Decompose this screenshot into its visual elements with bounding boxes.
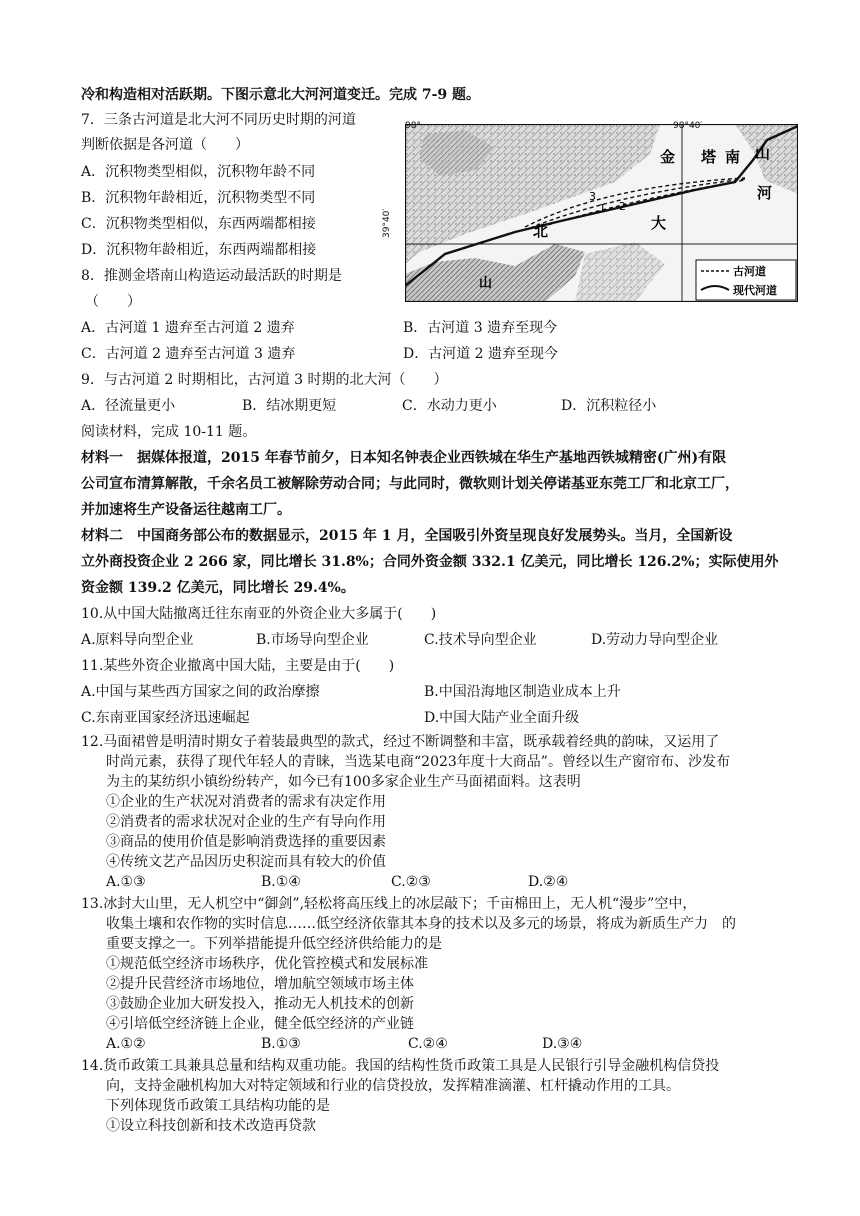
q13-stem-line-1: 13.冰封大山里，无人机空中“御剑”,轻松将高压线上的冰层敲下；千亩棉田上，无人机“漫步”空中，	[81, 896, 697, 912]
map-label-shan-north: 山	[755, 144, 771, 162]
q8-option-c: C．古河道 2 遗弃至古河道 3 遗弃	[81, 346, 296, 362]
q7-option-b: B．沉积物年龄相近，沉积物类型不同	[81, 190, 316, 206]
q9-option-d: D．沉积粒径小	[561, 398, 657, 414]
q13-option-a: A.①②	[106, 1036, 146, 1052]
q10-option-c: C.技术导向型企业	[424, 632, 537, 648]
channel-label-2: 2	[619, 200, 626, 213]
channel-label-3: 3	[589, 190, 596, 203]
q12-statement-1: ①企业的生产状况对消费者的需求有决定作用	[106, 794, 386, 810]
map-label-bei: 北	[533, 222, 549, 240]
q10-option-b: B.市场导向型企业	[256, 632, 369, 648]
q13-option-d: D.③④	[542, 1036, 583, 1052]
q13-statement-1: ①规范低空经济市场秩序，优化管控模式和发展标准	[106, 956, 428, 972]
legend-modern-label: 现代河道	[733, 284, 777, 297]
q8-paren: （ ）	[85, 294, 141, 310]
q11-option-b: B.中国沿海地区制造业成本上升	[424, 684, 621, 700]
q12-stem-line-1: 12.马面裙曾是明清时期女子着装最典型的款式，经过不断调整和丰富，既承载着经典的韵味，又运用了	[81, 734, 720, 750]
q11-option-d: D.中国大陆产业全面升级	[424, 710, 580, 726]
q8-option-a: A．古河道 1 遗弃至古河道 2 遗弃	[81, 320, 295, 336]
q12-statement-2: ②消费者的需求状况对企业的生产有导向作用	[106, 814, 386, 830]
q12-statement-4: ④传统文艺产品因历史积淀而具有较大的价值	[106, 854, 386, 870]
q7-stem: 7．三条古河道是北大河不同历史时期的河道	[81, 112, 356, 128]
q9-stem: 9．与古河道 2 时期相比，古河道 3 时期的北大河（ ）	[81, 372, 448, 388]
q9-option-a: A．径流量更小	[81, 398, 176, 414]
material-two-line-1: 材料二 中国商务部公布的数据显示，2015 年 1 月，全国吸引外资呈现良好发展势头。当月，全国新设	[81, 528, 733, 544]
q11-stem: 11.某些外资企业撤离中国大陆，主要是由于( )	[81, 658, 395, 674]
q14-stem-line-2: 向，支持金融机构加大对特定领域和行业的信贷投放，发挥精准滴灌、杠杆撬动作用的工具。	[106, 1078, 680, 1094]
q12-option-d: D.②④	[528, 874, 569, 890]
material-two-line-2: 立外商投资企业 2 266 家，同比增长 31.8%；合同外资金额 332.1 亿美元，同比增长 126.2%；实际使用外	[81, 554, 779, 570]
reading-instruction: 阅读材料，完成 10-11 题。	[81, 424, 257, 440]
material-one-line-2: 公司宣布清算解散，千余名员工被解除劳动合同；与此同时，微软则计划关停诺基亚东莞工厂和北京工厂，	[81, 476, 739, 492]
q13-stem-line-3: 重要支撑之一。下列举措能提升低空经济供给能力的是	[106, 936, 442, 952]
map-latitude-label: 39°40′	[382, 208, 392, 238]
material-one-line-3: 并加速将生产设备运往越南工厂。	[81, 502, 291, 518]
q14-stem-line-3: 下列体现货币政策工具结构功能的是	[106, 1098, 330, 1114]
q10-option-d: D.劳动力导向型企业	[591, 632, 719, 648]
material-one-line-1: 材料一 据媒体报道，2015 年春节前夕，日本知名钟表企业西铁城在华生产基地西铁城精密(广州)有限	[81, 450, 727, 466]
map-longitude-right: 98°40′	[673, 121, 703, 131]
legend-ancient-label: 古河道	[733, 265, 766, 278]
channel-label-1: 1	[599, 202, 606, 215]
q10-option-a: A.原料导向型企业	[81, 632, 194, 648]
map-longitude-left: 98°	[405, 121, 421, 131]
q7-option-d: D．沉积物年龄相近，东西两端都相接	[81, 242, 317, 258]
material-two-line-3: 资金额 139.2 亿美元，同比增长 29.4%。	[81, 580, 355, 596]
q9-option-c: C．水动力更小	[402, 398, 497, 414]
q14-stem-line-1: 14.货币政策工具兼具总量和结构双重功能。我国的结构性货币政策工具是人民银行引导金融机构信贷投	[81, 1058, 720, 1074]
map-label-jin: 金	[660, 148, 676, 166]
q8-stem: 8．推测金塔南山构造运动最活跃的时期是	[81, 268, 342, 284]
river-change-map	[405, 124, 798, 302]
q7-option-c: C．沉积物类型相似，东西两端都相接	[81, 216, 316, 232]
q8-option-d: D．古河道 2 遗弃至现今	[403, 346, 559, 362]
intro-text: 冷和构造相对活跃期。下图示意北大河河道变迁。完成 7-9 题。	[81, 87, 481, 103]
q11-option-c: C.东南亚国家经济迅速崛起	[81, 710, 250, 726]
map-label-he: 河	[757, 184, 773, 202]
q13-statement-2: ②提升民营经济市场地位，增加航空领域市场主体	[106, 976, 414, 992]
q12-option-a: A.①③	[106, 874, 146, 890]
q7-stem-cont: 判断依据是各河道（ ）	[81, 137, 249, 153]
q12-option-c: C.②③	[391, 874, 431, 890]
map-label-da: 大	[651, 214, 667, 232]
q13-option-b: B.①③	[261, 1036, 301, 1052]
q13-statement-3: ③鼓励企业加大研发投入，推动无人机技术的创新	[106, 996, 414, 1012]
q11-option-a: A.中国与某些西方国家之间的政治摩擦	[81, 684, 320, 700]
q12-statement-3: ③商品的使用价值是影响消费选择的重要因素	[106, 834, 386, 850]
map-label-nan: 南	[725, 148, 741, 166]
q13-statement-4: ④引培低空经济链上企业，健全低空经济的产业链	[106, 1016, 414, 1032]
map-label-shan-south: 山	[479, 276, 493, 291]
q8-option-b: B．古河道 3 遗弃至现今	[403, 320, 558, 336]
q12-stem-line-2: 时尚元素，获得了现代年轻人的青睐，当选某电商“2023年度十大商品”。曾经以生产窗帘布、沙发布	[106, 754, 730, 770]
q14-statement-1: ①设立科技创新和技术改造再贷款	[106, 1118, 316, 1134]
q13-option-c: C.②④	[408, 1036, 448, 1052]
q10-stem: 10.从中国大陆撤离迁往东南亚的外资企业大多属于( )	[81, 606, 437, 622]
q12-option-b: B.①④	[261, 874, 301, 890]
q13-stem-line-2: 收集土壤和农作物的实时信息……低空经济依靠其本身的技术以及多元的场景，将成为新质生产力 的	[106, 916, 736, 932]
map-label-ta: 塔	[701, 148, 717, 166]
q7-option-a: A．沉积物类型相似，沉积物年龄不同	[81, 164, 316, 180]
q9-option-b: B．结冰期更短	[242, 398, 337, 414]
q12-stem-line-3: 为主的某纺织小镇纷纷转产，如今已有100多家企业生产马面裙面料。这表明	[106, 774, 581, 790]
